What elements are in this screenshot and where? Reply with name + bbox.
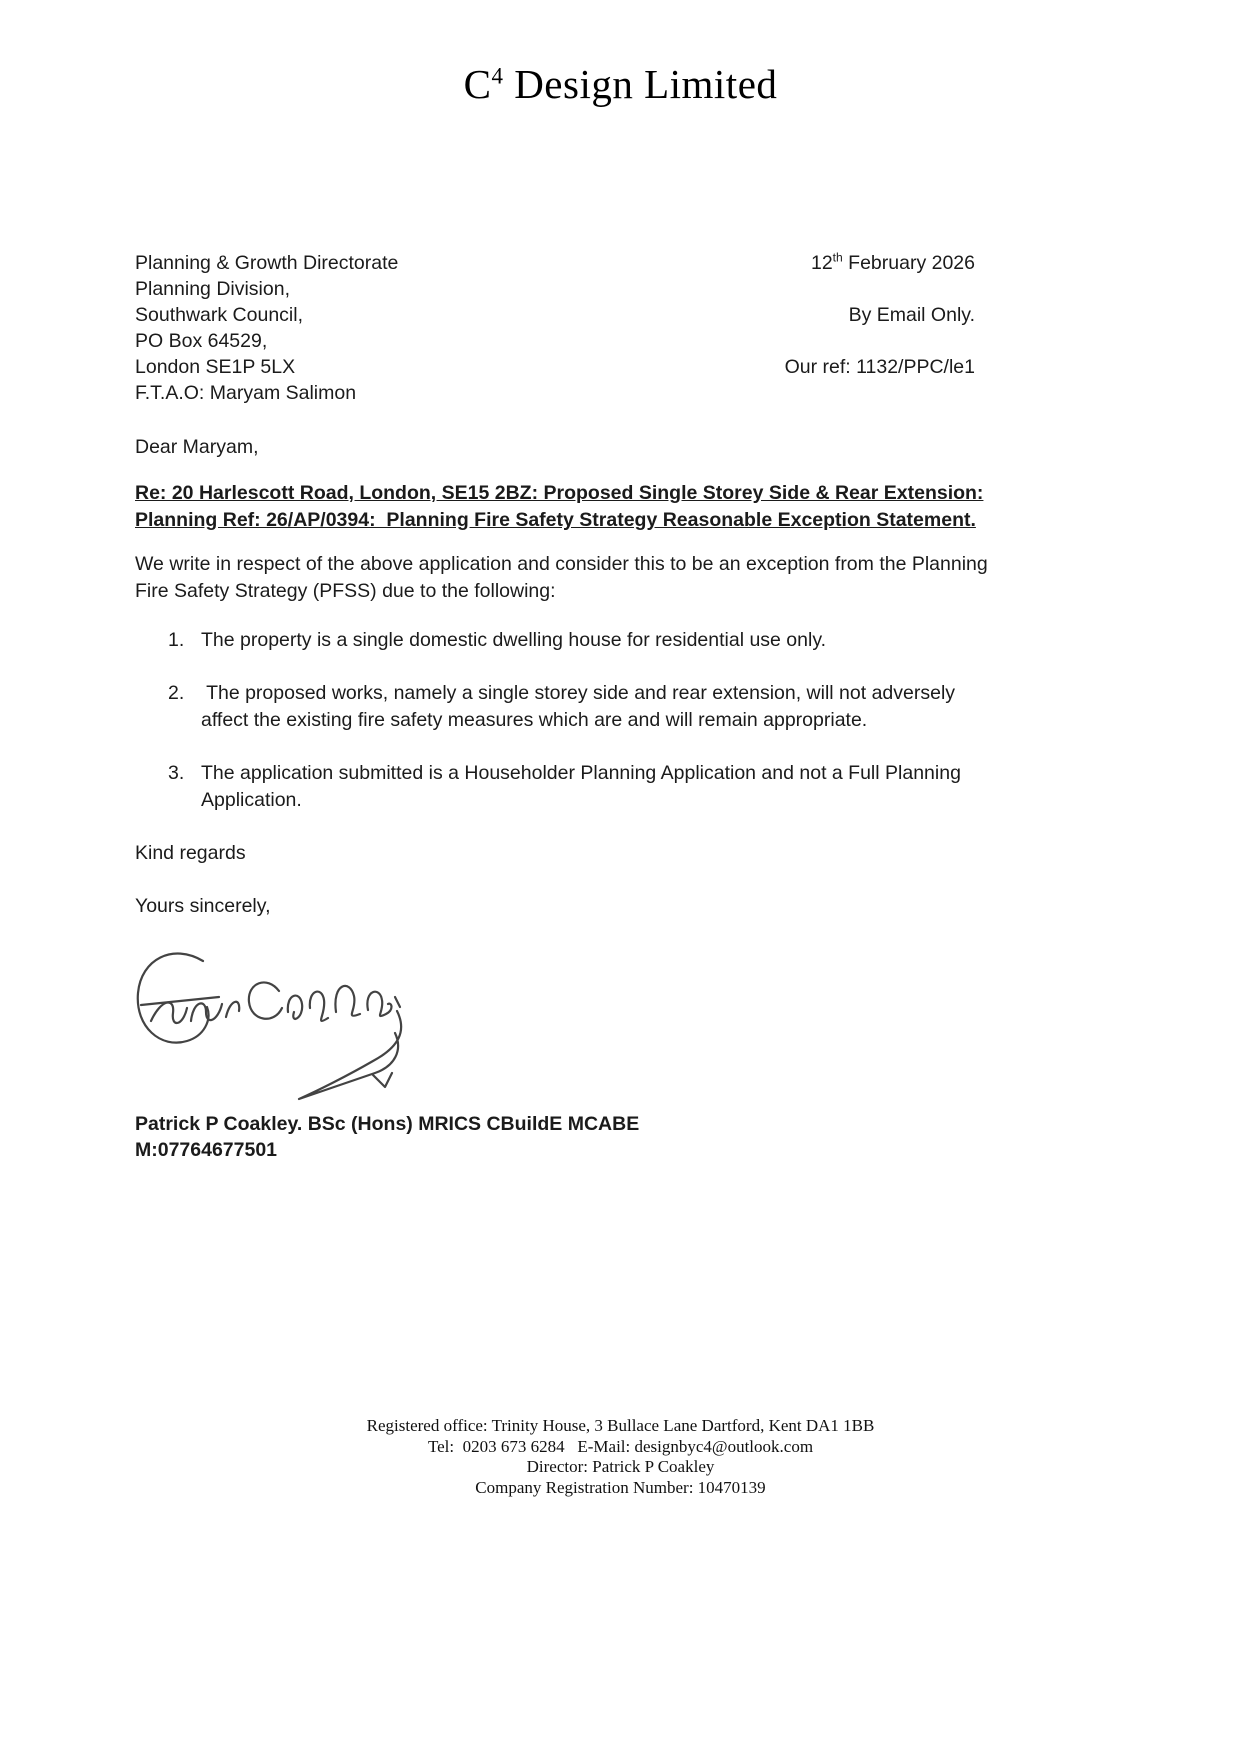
recipient-address-line: Southwark Council, [135, 304, 303, 326]
salutation: Dear Maryam, [135, 436, 259, 458]
body-intro-line-2: Fire Safety Strategy (PFSS) due to the following: [135, 580, 556, 602]
company-title [0, 0, 1241, 108]
recipient-address-line: F.T.A.O: Maryam Salimon [135, 382, 357, 404]
subject-heading [135, 480, 984, 534]
address-meta-row [135, 250, 975, 406]
signatory-block [135, 1111, 975, 1163]
closing-yours-sincerely: Yours sincerely, [135, 895, 271, 917]
list-item-number: 1. [168, 629, 185, 651]
list-item-text: The proposed works, namely a single storey side and rear extension, will not adversely affect the existing fire safety measures which are and will remain appropriate. [201, 682, 956, 731]
footer-contact: Tel: 0203 673 6284 E-Mail: designbyc4@outlook.com [427, 1436, 814, 1456]
footer-registered-office: Registered office: Trinity House, 3 Bullace Lane Dartford, Kent DA1 1BB [366, 1416, 875, 1435]
delivery-method: By Email Only. [848, 304, 975, 326]
company-title-prefix: C [463, 61, 492, 107]
list-item [135, 760, 975, 814]
list-item [135, 680, 975, 734]
letter-date [785, 250, 975, 276]
letter-body [135, 250, 988, 1163]
company-title-superscript: 4 [491, 63, 504, 89]
letter-meta [785, 250, 975, 406]
recipient-address [135, 250, 398, 406]
closing-kind-regards: Kind regards [135, 842, 246, 864]
list-item-number: 3. [168, 762, 185, 784]
company-title-rest: Design Limited [503, 61, 778, 107]
signature-image [135, 941, 975, 1125]
letter-date-rest: February 2026 [842, 252, 975, 274]
body-intro [135, 551, 988, 605]
recipient-address-line: Planning & Growth Directorate [135, 252, 399, 274]
signatory-name: Patrick P Coakley. BSc (Hons) MRICS CBuildE MCABE [135, 1113, 640, 1135]
list-item [135, 627, 975, 654]
letter-footer [0, 1416, 1241, 1498]
exception-list [135, 627, 975, 814]
recipient-address-line: Planning Division, [135, 278, 291, 300]
footer-director: Director: Patrick P Coakley [526, 1457, 715, 1476]
body-intro-line-1: We write in respect of the above application and consider this to be an exception from the Planning [135, 553, 988, 575]
list-item-text: The property is a single domestic dwelling house for residential use only. [201, 629, 827, 651]
list-item-number: 2. [168, 682, 185, 704]
footer-company-registration: Company Registration Number: 10470139 [475, 1477, 766, 1497]
letter-date-ordinal: th [832, 250, 843, 265]
subject-line-1: Re: 20 Harlescott Road, London, SE15 2BZ: Proposed Single Storey Side & Rear Extension: [135, 482, 984, 504]
subject-line-2: Planning Ref: 26/AP/0394: Planning Fire Safety Strategy Reasonable Exception Statement. [135, 509, 976, 531]
list-item-text: The application submitted is a Householder Planning Application and not a Full Planning Application. [201, 762, 961, 811]
our-reference: Our ref: 1132/PPC/le1 [784, 356, 975, 378]
signatory-mobile: M:07764677501 [135, 1139, 278, 1161]
letter-date-day: 12 [810, 252, 833, 274]
handwritten-signature-icon [129, 941, 439, 1123]
recipient-address-line: London SE1P 5LX [135, 356, 296, 378]
recipient-address-line: PO Box 64529, [135, 330, 268, 352]
